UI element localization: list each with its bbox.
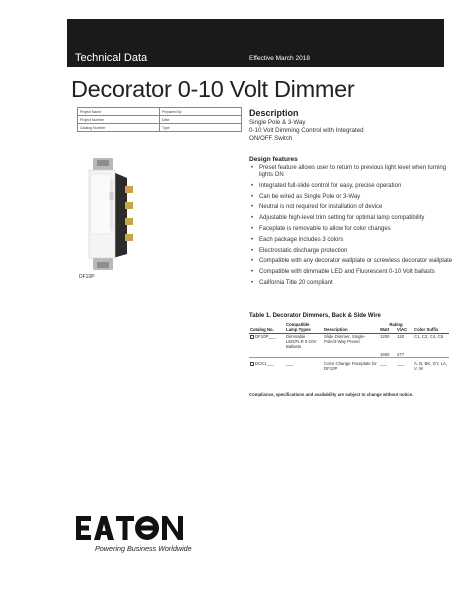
lamp-types-header: Lamp Types [285, 327, 323, 334]
rating-header: Rating [389, 322, 403, 327]
color-suffix-header: Color Suffix [413, 327, 449, 334]
catalog-table [249, 322, 449, 371]
type-field[interactable]: Type [160, 124, 242, 132]
list-item: • Compatible with any decorator wallplate or screwless decorator wallplate [251, 258, 456, 265]
description-body [249, 119, 449, 143]
list-item: • Electrostatic discharge protection [251, 248, 456, 255]
table-row [78, 116, 242, 124]
eaton-logo [76, 515, 184, 541]
description-line: Single Pole & 3-Way [249, 119, 306, 126]
lamp-type: ___ [286, 361, 294, 366]
compatible-header: Compatible [286, 322, 310, 327]
list-item: • Faceplate is removable to allow for color changes [251, 226, 456, 233]
effective-date: Effective March 2018 [249, 55, 310, 62]
description-header: Description [323, 327, 379, 334]
table-row [78, 124, 242, 132]
design-features-heading: Design features [249, 156, 298, 163]
description-line: 0-10 Volt Dimming Control with Integrated [249, 127, 364, 134]
table-row [78, 108, 242, 116]
table-row [249, 358, 449, 372]
project-number-field[interactable]: Project Number [78, 116, 160, 124]
list-item: • Compatible with dimmable LED and Fluorescent 0-10 Volt ballasts [251, 269, 456, 276]
list-item: • California Title 20 compliant [251, 280, 456, 287]
catalog-no: DF10P___ [255, 334, 276, 339]
page-title: Decorator 0-10 Volt Dimmer [71, 76, 355, 102]
prepared-by-field[interactable]: Prepared By [160, 108, 242, 116]
description-line: ON/OFF Switch [249, 135, 293, 142]
list-item: • Adjustable high-level trim setting for optimal lamp compatibility [251, 215, 456, 222]
vac-value: ___ [397, 361, 405, 366]
description-heading: Description [249, 108, 299, 118]
brand-tagline: Powering Business Worldwide [95, 544, 192, 553]
vac-value: 120 [397, 334, 405, 339]
design-features-list [251, 165, 456, 291]
list-item: • Integrated full-slide control for easy, precise operation [251, 183, 456, 190]
date-field[interactable]: Date [160, 116, 242, 124]
select-checkbox[interactable] [250, 362, 254, 366]
table-row [249, 334, 449, 350]
catalog-number-field[interactable]: Catalog Number [78, 124, 160, 132]
color-suffix: A, B, BK, GY, LA, V, W [414, 361, 448, 371]
list-item: • Can be wired as Single Pole or 3-Way [251, 194, 456, 201]
doc-type: Technical Data [75, 52, 148, 64]
list-item: • Neutral is not required for installation of device [251, 204, 456, 211]
watt-header: Watt [379, 327, 396, 334]
catalog-no-header: Catalog No. [249, 327, 285, 334]
table-caption: Table 1. Decorator Dimmers, Back & Side Wire [249, 313, 381, 319]
table-row [249, 349, 449, 358]
lamp-type: Dimmable LED/FLR 0-10V Ballasts [286, 334, 317, 349]
project-name-field[interactable]: Project Name [78, 108, 160, 116]
dimmer-device-image [79, 158, 137, 270]
project-info-table [77, 107, 242, 132]
watt-value: 1200 [380, 334, 390, 339]
vac-header: V/AC [396, 327, 413, 334]
color-suffix: C1, C2, C4, C5 [414, 334, 444, 339]
list-item: • Preset feature allows user to return to previous light level when turning lights ON [251, 165, 456, 179]
device-label: DF10P [79, 274, 95, 280]
compliance-note: Compliance, specifications and availability are subject to change without notice. [249, 392, 414, 397]
catalog-no: DCK1___ [255, 361, 274, 366]
row-description: Color Change Faceplate for DF10P [324, 361, 377, 371]
list-item: • Each package includes 3 colors [251, 237, 456, 244]
vac-value: 277 [396, 349, 413, 358]
watt-value: 1660 [379, 349, 396, 358]
header-bar [67, 19, 444, 67]
select-checkbox[interactable] [250, 335, 254, 339]
watt-value: ___ [380, 361, 388, 366]
row-description: Slide Dimmer, Single-Pole/3-Way Preset [324, 334, 366, 344]
